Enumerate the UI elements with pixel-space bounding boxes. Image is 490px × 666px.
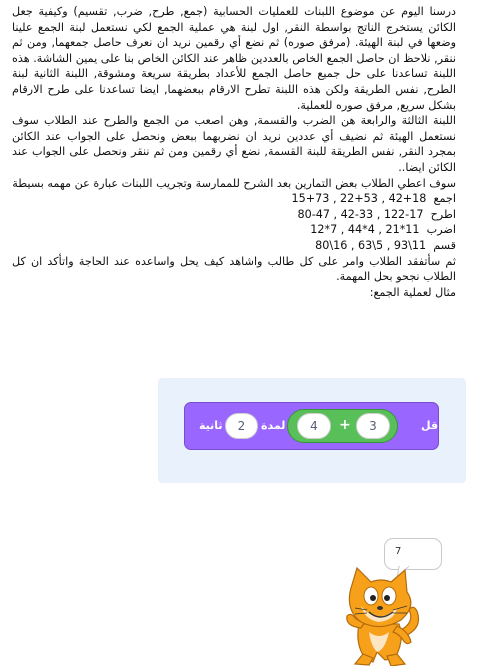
addition-operator-block[interactable]	[287, 409, 398, 443]
paragraph-exercises-intro: سوف اعطي الطلاب بعض التمارين بعد الشرح للممارسة وتجريب اللبنات عبارة عن مهمه بسيطة	[12, 176, 456, 190]
example-caption: مثال لعملية الجمع:	[369, 285, 456, 299]
operand-right-input[interactable]: 4	[297, 413, 331, 439]
plus-symbol: +	[339, 417, 351, 433]
say-label: قل	[421, 419, 439, 432]
seconds-input[interactable]: 2	[225, 413, 258, 439]
paragraph-intro: درسنا اليوم عن موضوع اللبنات للعمليات الحسابية (جمع, طرح, ضرب, تقسيم) وكيفية جعل الكائن يستخرج الناتج بواسطة النقر, اول لبنة هي عملية الجمع لكي نستعمل لبنة الجمع علينا وضعها في لبنة الهيئة. (مرفق صوره) ثم نضع أي رقمين نريد ان نعرف حاصل جمعهما, ومن ثم ننقر, نلاحظ ان حاصل الجمع الخاص بالعددين ظاهر عند الكائن الخاص بنا على يمين الشاشة. هذه اللبنة تساعدنا على حل جميع حاصل الجمع للأعداد بطريقة سريعة ومشوقة, اللبنة الثانية لبنة الطرح, نفس الطريقة ولكن هذه اللبنة تطرح الارقام ببعضهما, ايضا تساعدنا على طرح الارقام بشكل سريع, مرفق صوره للعملية.	[12, 5, 456, 112]
exercise-add: اجمع 15+73 , 22+53 , 42+18	[291, 192, 456, 206]
speech-bubble-text: 7	[395, 546, 402, 557]
say-for-seconds-block[interactable]	[184, 402, 439, 450]
scratch-code-area	[158, 378, 466, 483]
for-label: لمدة	[261, 419, 286, 432]
exercise-multiply: اضرب 12*7 , 44*4 , 21*11	[310, 223, 456, 237]
exercise-divide: قسم 80\16 , 63\5 , 93\11	[315, 238, 456, 252]
scratch-cat-sprite-icon[interactable]	[325, 566, 425, 666]
exercise-subtract: اطرح 80-47 , 42-33 , 122-17	[297, 207, 456, 221]
paragraph-closing: ثم سأتفقد الطلاب وامر على كل طالب واشاهد كيف يحل واساعده عند الحاجة واتأكد ان كل الطلاب نجحو بحل المهمة.	[12, 254, 456, 284]
document-body	[12, 4, 456, 300]
paragraph-multiply-divide: اللبنة الثالثة والرابعة هن الضرب والقسمة, وهن اصعب من الجمع والطرح عند الطلاب سوف نستعمل الهيئة ثم نضيف أي عددين نريد ان نضربهما ببعض ونحصل على الجواب عند الكائن بمجرد النقر, نفس الطريقة للبنة القسمة, نضع أي رقمين ومن ثم ننقر ونحصل على الجواب عند الكائن ايضا..	[12, 114, 456, 174]
seconds-label: ثانية	[199, 419, 223, 432]
operand-left-input[interactable]: 3	[356, 413, 390, 439]
